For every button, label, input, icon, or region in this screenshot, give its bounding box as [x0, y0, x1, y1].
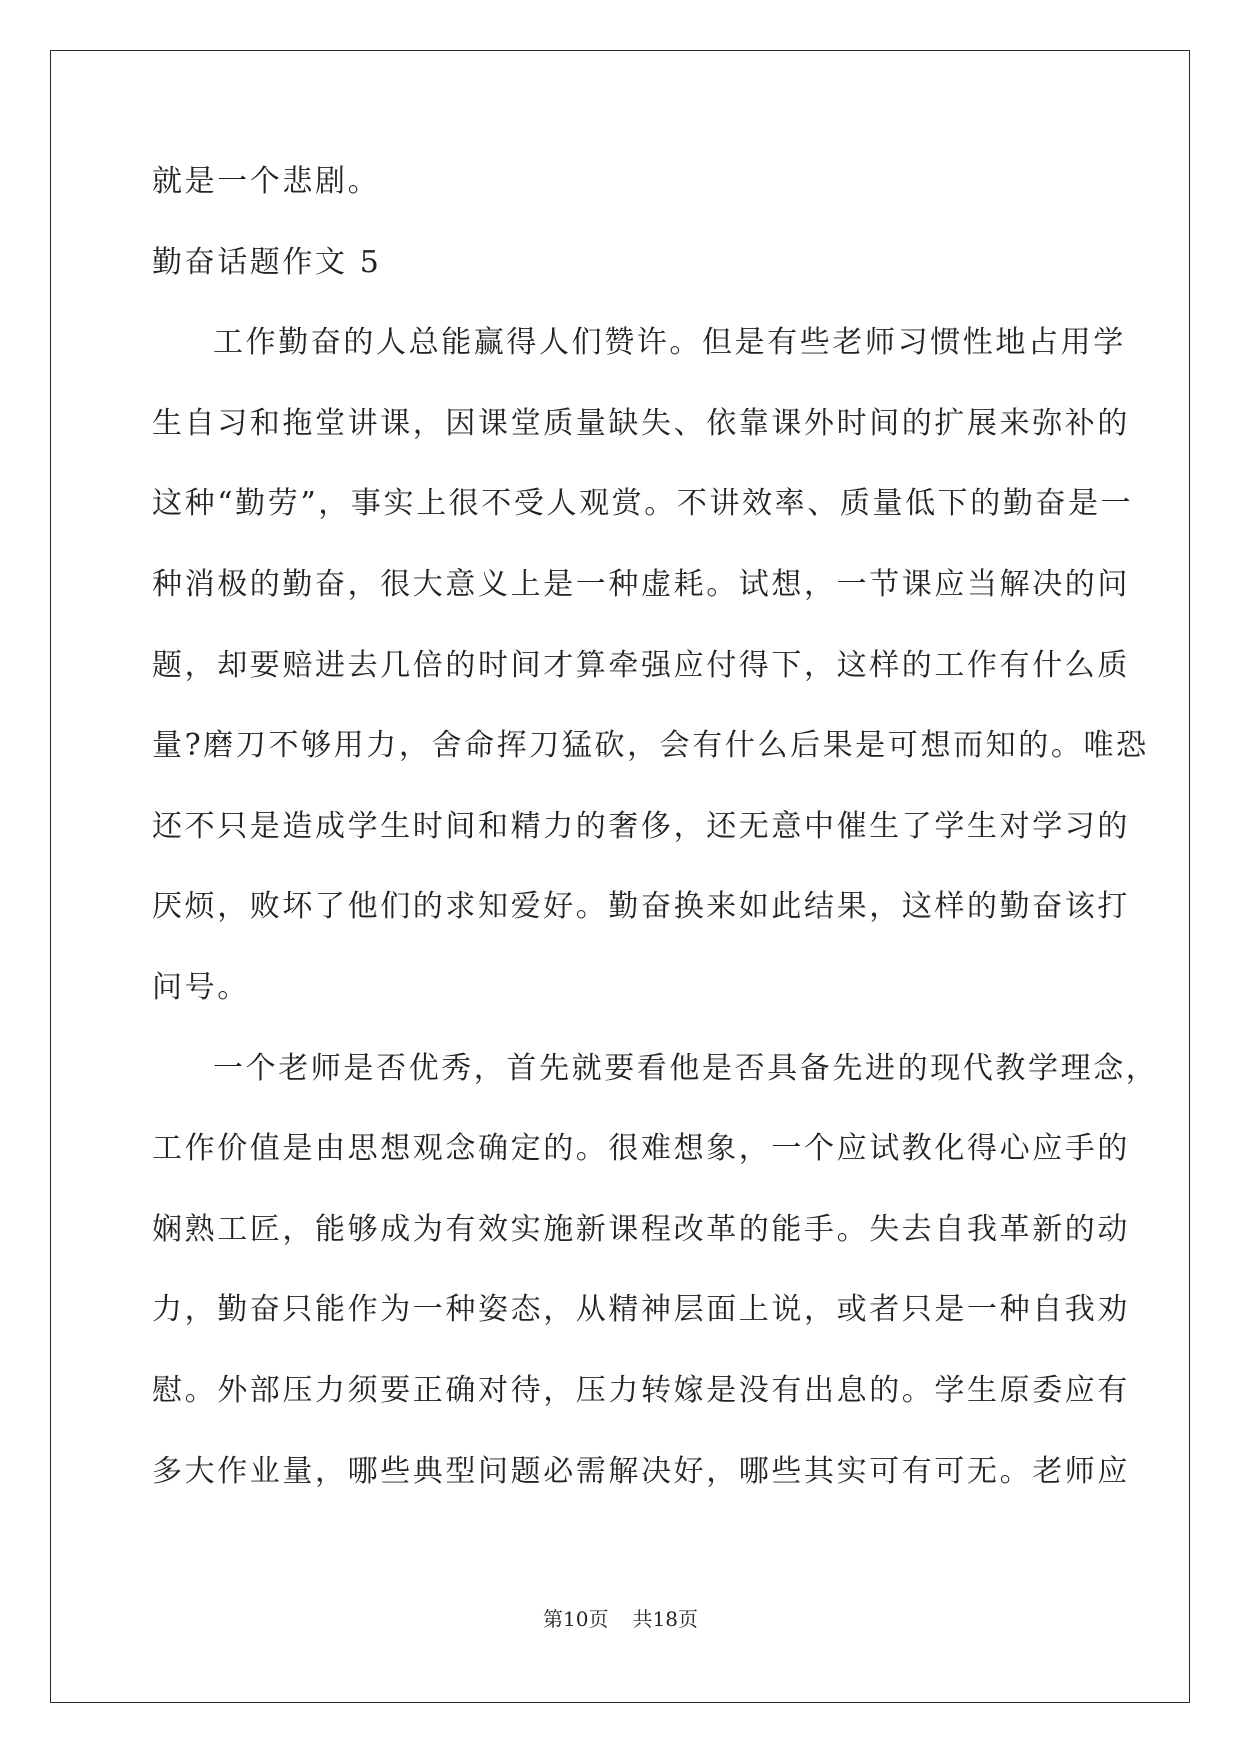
text-line: 这种“勤劳”，事实上很不受人观赏。不讲效率、质量低下的勤奋是一 [152, 486, 1134, 522]
text-line: 就是一个悲剧。 [152, 164, 381, 199]
text-line: 力，勤奋只能作为一种姿态，从精神层面上说，或者只是一种自我劝 [152, 1292, 1130, 1328]
text-line: 厌烦，败坏了他们的求知爱好。勤奋换来如此结果，这样的勤奋该打 [152, 889, 1130, 925]
text-line: 慰。外部压力须要正确对待，压力转嫁是没有出息的。学生原委应有 [152, 1372, 1130, 1408]
text-line: 娴熟工匠，能够成为有效实施新课程改革的能手。失去自我革新的动 [152, 1211, 1130, 1247]
page-number-current: 第10页 [543, 1607, 609, 1631]
paragraph-first-line: 工作勤奋的人总能赢得人们赞许。但是有些老师习惯性地占用学 [213, 325, 1126, 361]
text-line: 种消极的勤奋，很大意义上是一种虚耗。试想，一节课应当解决的问 [152, 566, 1130, 602]
text-line: 问号。 [152, 969, 250, 1005]
text-line: 还不只是造成学生时间和精力的奢侈，还无意中催生了学生对学习的 [152, 808, 1130, 844]
page-number-total: 共18页 [632, 1607, 698, 1631]
text-line: 题，却要赔进去几倍的时间才算牵强应付得下，这样的工作有什么质 [152, 647, 1130, 683]
page-footer [0, 1603, 1241, 1632]
text-line: 工作价值是由思想观念确定的。很难想象，一个应试教化得心应手的 [152, 1131, 1130, 1167]
text-line: 量?磨刀不够用力，舍命挥刀猛砍，会有什么后果是可想而知的。唯恐 [152, 728, 1149, 764]
paragraph-first-line: 一个老师是否优秀，首先就要看他是否具备先进的现代教学理念， [213, 1050, 1159, 1086]
text-line: 多大作业量，哪些典型问题必需解决好，哪些其实可有可无。老师应 [152, 1453, 1130, 1489]
text-line: 生自习和拖堂讲课，因课堂质量缺失、依靠课外时间的扩展来弥补的 [152, 405, 1130, 441]
document-body [152, 160, 1159, 1530]
section-heading: 勤奋话题作文 5 [152, 244, 382, 280]
